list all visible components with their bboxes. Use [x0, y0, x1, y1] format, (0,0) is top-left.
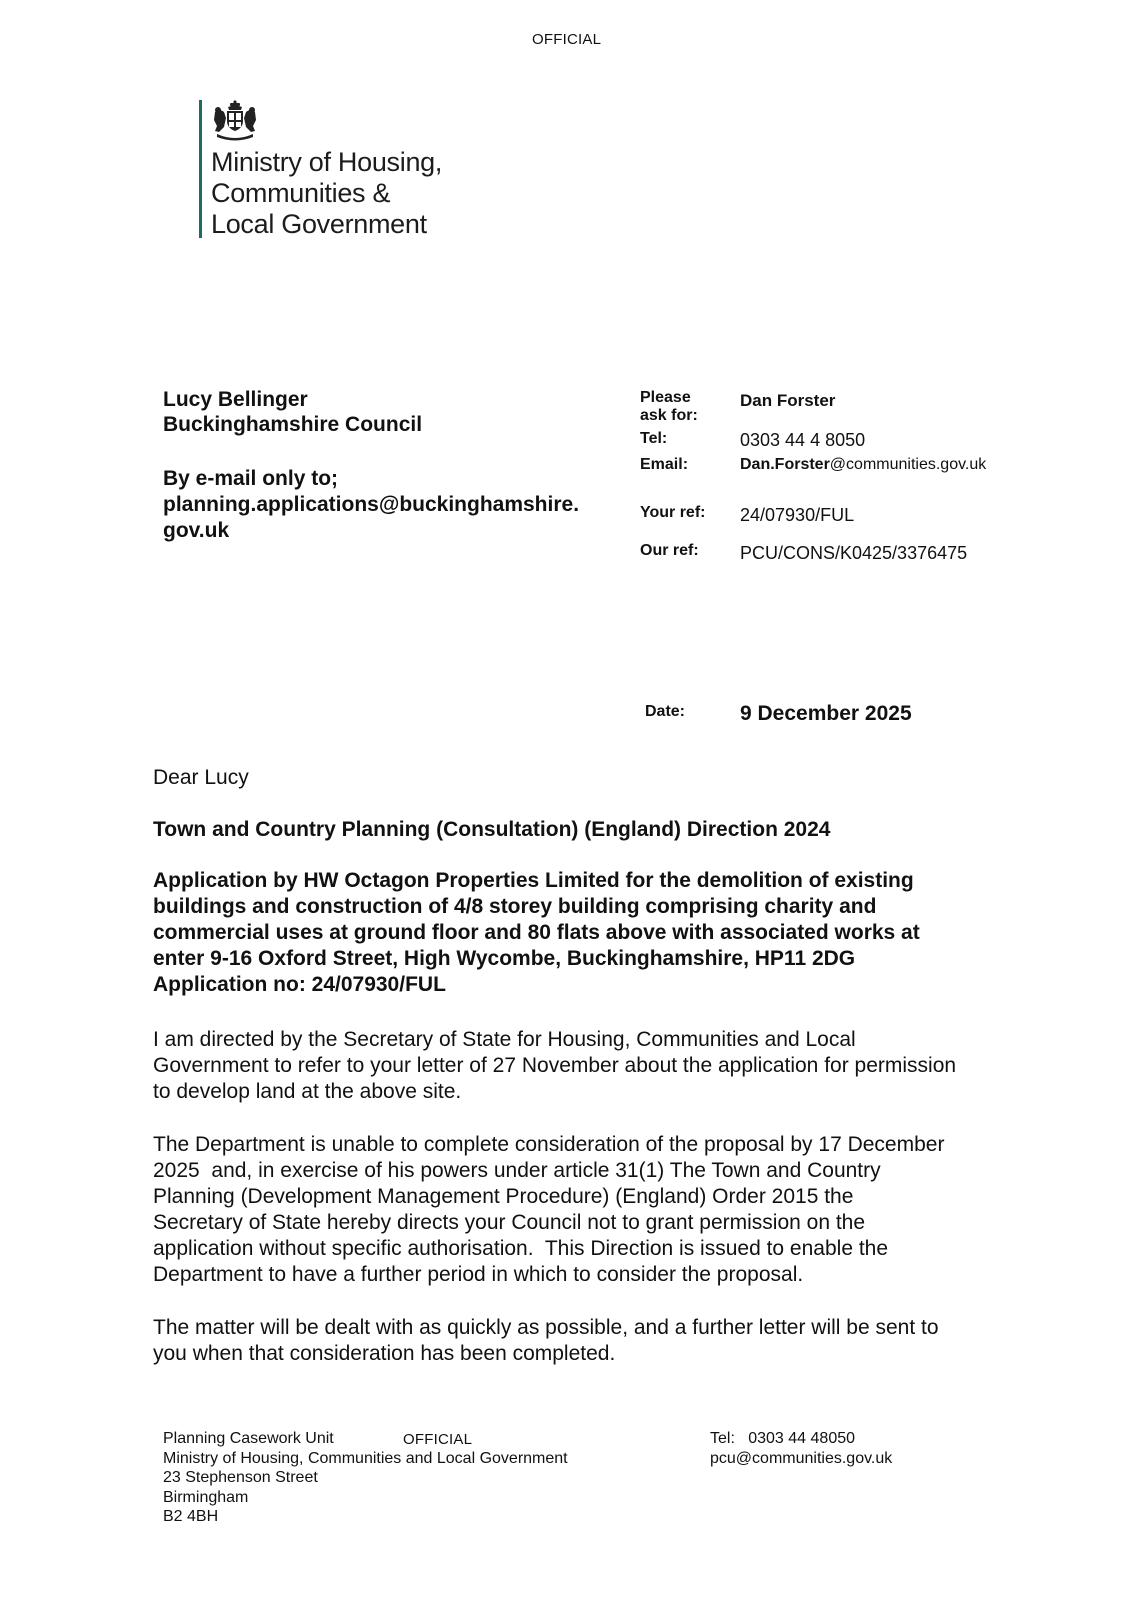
tel-value: 0303 44 4 8050	[740, 430, 866, 450]
application-number: Application no: 24/07930/FUL	[153, 973, 446, 996]
ministry-name-line: Local Government	[211, 209, 427, 239]
tel-label: Tel:	[640, 430, 668, 447]
ministry-name-line: Communities &	[211, 178, 391, 208]
footer-address-line: Planning Casework Unit	[163, 1430, 334, 1447]
email-value-name: Dan.Forster	[740, 456, 830, 473]
application-line: commercial uses at ground floor and 80 flats above with associated works at	[153, 921, 920, 944]
your-ref-value: 24/07930/FUL	[740, 505, 855, 525]
recipient-email-line: planning.applications@buckinghamshire.	[163, 493, 580, 516]
paragraph-line: 2025 and, in exercise of his powers under article 31(1) The Town and Country	[153, 1159, 881, 1182]
recipient-email-line: gov.uk	[163, 519, 230, 542]
paragraph-line: you when that consideration has been completed.	[153, 1342, 616, 1365]
recipient-name: Lucy Bellinger	[163, 388, 308, 411]
direction-title: Town and Country Planning (Consultation) (England) Direction 2024	[153, 818, 831, 841]
royal-coat-of-arms-icon	[209, 100, 261, 142]
footer-address-line: Ministry of Housing, Communities and Local Government	[163, 1449, 568, 1467]
paragraph-line: Department to have a further period in which to consider the proposal.	[153, 1263, 804, 1286]
delivery-note: By e-mail only to;	[163, 467, 339, 490]
paragraph-line: application without specific authorisation. This Direction is issued to enable the	[153, 1237, 889, 1260]
our-ref-label: Our ref:	[640, 542, 699, 559]
date-label: Date:	[645, 703, 686, 720]
ask-for-value: Dan Forster	[740, 391, 836, 410]
paragraph-closing	[153, 1315, 1033, 1367]
application-line: enter 9-16 Oxford Street, High Wycombe, Buckinghamshire, HP11 2DG	[153, 947, 856, 970]
salutation: Dear Lucy	[153, 766, 249, 789]
footer-email[interactable]: pcu@communities.gov.uk	[710, 1449, 893, 1467]
application-summary	[153, 868, 1033, 998]
date-value: 9 December 2025	[740, 702, 912, 725]
ask-for-label: Please ask for:	[640, 389, 698, 424]
footer-address-line: B2 4BH	[163, 1508, 219, 1525]
footer-tel: Tel: 0303 44 48050	[710, 1430, 856, 1447]
footer-address-line: Birmingham	[163, 1488, 249, 1506]
paragraph-line: Planning (Development Management Procedure) (England) Order 2015 the	[153, 1185, 854, 1208]
your-ref-label: Your ref:	[640, 504, 706, 521]
our-ref-value: PCU/CONS/K0425/3376475	[740, 543, 968, 563]
delivery-note-block	[163, 466, 623, 544]
email-label: Email:	[640, 456, 689, 473]
footer-address-line: 23 Stephenson Street	[163, 1469, 318, 1486]
footer-address	[163, 1429, 568, 1527]
paragraph-line: The matter will be dealt with as quickly as possible, and a further letter will be sent to	[153, 1316, 939, 1339]
ministry-name	[211, 147, 442, 240]
email-value-domain: @communities.gov.uk	[829, 456, 987, 473]
paragraph-referral	[153, 1027, 1033, 1105]
recipient-block	[163, 387, 422, 437]
application-line: Application by HW Octagon Properties Limited for the demolition of existing	[153, 869, 914, 892]
paragraph-line: Secretary of State hereby directs your Council not to grant permission on the	[153, 1211, 866, 1234]
paragraph-line: to develop land at the above site.	[153, 1080, 462, 1103]
email-value[interactable]	[740, 455, 986, 475]
logo-divider-bar	[199, 100, 202, 238]
paragraph-direction	[153, 1132, 1033, 1288]
paragraph-line: I am directed by the Secretary of State for Housing, Communities and Local	[153, 1028, 856, 1051]
paragraph-line: Government to refer to your letter of 27 November about the application for permission	[153, 1054, 957, 1077]
footer-contact	[710, 1429, 892, 1468]
ministry-name-line: Ministry of Housing,	[211, 147, 443, 177]
paragraph-line: The Department is unable to complete consideration of the proposal by 17 December	[153, 1133, 945, 1156]
security-marking-footer: OFFICIAL	[403, 1431, 473, 1448]
application-line: buildings and construction of 4/8 storey building comprising charity and	[153, 895, 877, 918]
security-marking-header: OFFICIAL	[532, 31, 602, 48]
recipient-organisation: Buckinghamshire Council	[163, 413, 423, 436]
